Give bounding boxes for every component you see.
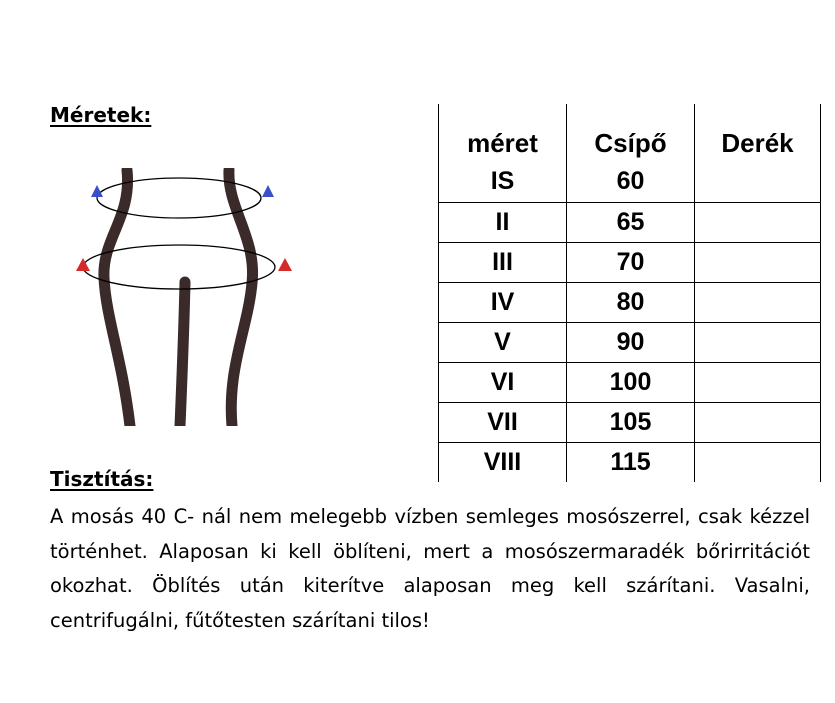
- cell-hip: 65: [567, 202, 695, 242]
- cell-waist: [695, 362, 821, 402]
- cell-waist: [695, 202, 821, 242]
- cell-size: II: [439, 202, 567, 242]
- cell-size: VII: [439, 402, 567, 442]
- cell-size: IS: [439, 162, 567, 202]
- table-row: [439, 162, 821, 202]
- hip-marker-right-icon: [278, 258, 292, 271]
- cell-hip: 60: [567, 162, 695, 202]
- table-row: [439, 322, 821, 362]
- size-table: [438, 104, 821, 482]
- cell-size: VI: [439, 362, 567, 402]
- cell-hip: 80: [567, 282, 695, 322]
- sizes-heading: Méretek:: [50, 103, 152, 127]
- header-size: méret: [439, 104, 567, 162]
- cell-hip: 105: [567, 402, 695, 442]
- header-waist: Derék: [695, 104, 821, 162]
- cell-waist: [695, 282, 821, 322]
- table-row: [439, 442, 821, 482]
- table-row: [439, 362, 821, 402]
- table-row: [439, 242, 821, 282]
- cell-size: IV: [439, 282, 567, 322]
- cell-hip: 70: [567, 242, 695, 282]
- cell-waist: [695, 162, 821, 202]
- inner-leg-line: [180, 282, 185, 426]
- cell-size: VIII: [439, 442, 567, 482]
- waist-marker-right-icon: [262, 185, 274, 197]
- table-row: [439, 282, 821, 322]
- cell-hip: 100: [567, 362, 695, 402]
- cell-waist: [695, 402, 821, 442]
- cell-waist: [695, 242, 821, 282]
- cell-waist: [695, 322, 821, 362]
- table-header-row: [439, 104, 821, 162]
- header-hip: Csípő: [567, 104, 695, 162]
- cell-size: III: [439, 242, 567, 282]
- cell-size: V: [439, 322, 567, 362]
- body-measurement-figure: [72, 168, 302, 426]
- cell-hip: 90: [567, 322, 695, 362]
- cleaning-heading: Tisztítás:: [50, 467, 154, 491]
- cell-hip: 115: [567, 442, 695, 482]
- hip-measure-ellipse: [83, 245, 275, 289]
- cleaning-instructions: A mosás 40 C- nál nem melegebb vízben semleges mosószerrel, csak kézzel történhet. Alaposan ki kell öblíteni, mert a mosószermaradék bőrirritációt okozhat. Öblítés után kiterítve alaposan meg kell szárítani. Vasalni, centrifugálni, fűtőtesten szárítani tilos!: [50, 505, 810, 632]
- table-row: [439, 402, 821, 442]
- cell-waist: [695, 442, 821, 482]
- table-row: [439, 202, 821, 242]
